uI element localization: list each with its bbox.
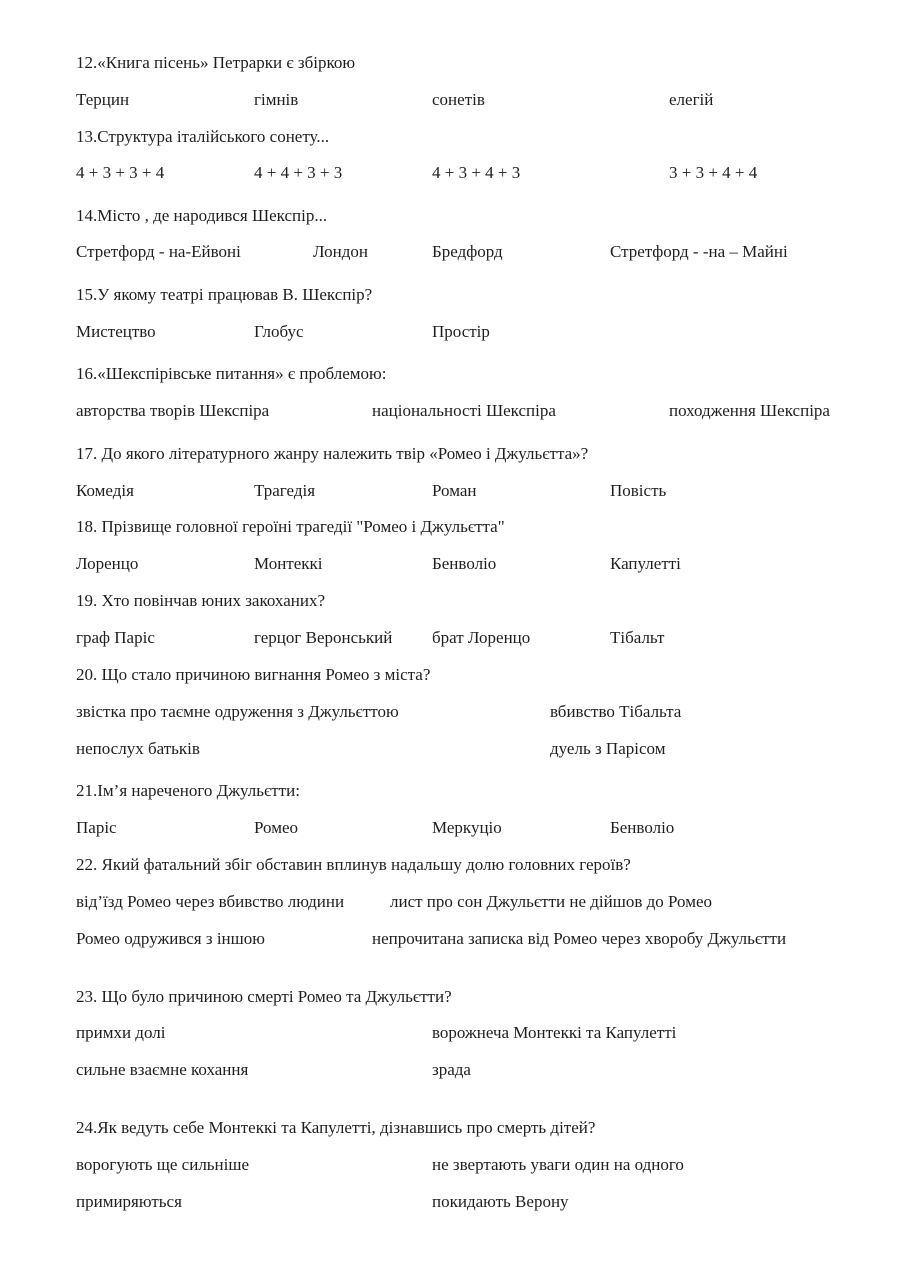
q12-option-1: Терцин (76, 90, 130, 109)
q15-option-2: Глобус (254, 322, 304, 341)
q13-option-4: 3 + 3 + 4 + 4 (669, 163, 758, 182)
q24-option-2: не звертають уваги один на одного (432, 1155, 684, 1174)
q24-option-4: покидають Верону (432, 1192, 569, 1211)
q23-option-3: сильне взаємне кохання (76, 1060, 249, 1079)
q22-option-1: від’їзд Ромео через вбивство людини (76, 892, 345, 911)
q13-option-3: 4 + 3 + 4 + 3 (432, 163, 521, 182)
q16-option-3: походження Шекспіра (669, 401, 830, 420)
q16-option-1: авторства творів Шекспіра (76, 401, 270, 420)
q18-option-3: Бенволіо (432, 554, 497, 573)
question-12-text: 12.«Книга пісень» Петрарки є збіркою (76, 53, 356, 72)
q22-option-4: непрочитана записка від Ромео через хворобу Джульєтти (372, 929, 787, 948)
q18-option-4: Капулетті (610, 554, 681, 573)
q20-option-1: звістка про таємне одруження з Джульєттою (76, 702, 399, 721)
q20-option-4: дуель з Парісом (550, 739, 666, 758)
question-22-text: 22. Який фатальний збіг обставин вплинув надальшу долю головних героїв? (76, 855, 631, 874)
q14-option-2: Лондон (313, 242, 368, 261)
q21-option-4: Бенволіо (610, 818, 675, 837)
q19-option-2: герцог Веронський (254, 628, 393, 647)
q20-option-2: вбивство Тібальта (550, 702, 682, 721)
q24-option-1: ворогують ще сильніше (76, 1155, 250, 1174)
q16-option-2: національності Шекспіра (372, 401, 556, 420)
question-15-text: 15.У якому театрі працював В. Шекспір? (76, 285, 373, 304)
q13-option-1: 4 + 3 + 3 + 4 (76, 163, 165, 182)
q15-option-3: Простір (432, 322, 490, 341)
q12-option-3: сонетів (432, 90, 485, 109)
question-19-text: 19. Хто повінчав юних закоханих? (76, 591, 325, 610)
question-13-text: 13.Структура італійського сонету... (76, 127, 330, 146)
q19-option-3: брат Лоренцо (432, 628, 531, 647)
question-24-text: 24.Як ведуть себе Монтеккі та Капулетті, дізнавшись про смерть дітей? (76, 1118, 596, 1137)
question-14-text: 14.Місто , де народився Шекспір... (76, 206, 328, 225)
q20-option-3: непослух батьків (76, 739, 200, 758)
q24-option-3: примиряються (76, 1192, 182, 1211)
q22-option-3: Ромео одружився з іншою (76, 929, 265, 948)
q21-option-2: Ромео (254, 818, 299, 837)
q19-option-1: граф Паріс (76, 628, 155, 647)
question-17-text: 17. До якого літературного жанру належить твір «Ромео і Джульєтта»? (76, 444, 589, 463)
q17-option-1: Комедія (76, 481, 134, 500)
q18-option-2: Монтеккі (254, 554, 323, 573)
q22-option-2: лист про сон Джульєтти не дійшов до Ромео (390, 892, 713, 911)
q17-option-3: Роман (432, 481, 477, 500)
q17-option-2: Трагедія (254, 481, 316, 500)
q14-option-1: Стретфорд - на-Ейвоні (76, 242, 241, 261)
q12-option-4: елегій (669, 90, 714, 109)
q12-option-2: гімнів (254, 90, 299, 109)
q13-option-2: 4 + 4 + 3 + 3 (254, 163, 343, 182)
q15-option-1: Мистецтво (76, 322, 156, 341)
question-21-text: 21.Ім’я нареченого Джульєтти: (76, 781, 300, 800)
question-16-text: 16.«Шекспірівське питання» є проблемою: (76, 364, 387, 383)
q23-option-4: зрада (432, 1060, 471, 1079)
q18-option-1: Лоренцо (76, 554, 139, 573)
q14-option-4: Стретфорд - -на – Майні (610, 242, 788, 261)
q21-option-1: Паріс (76, 818, 117, 837)
question-18-text: 18. Прізвище головної героїні трагедії "Ромео і Джульєтта" (76, 517, 505, 536)
q19-option-4: Тібальт (610, 628, 665, 647)
q21-option-3: Меркуціо (432, 818, 502, 837)
q17-option-4: Повість (610, 481, 667, 500)
question-20-text: 20. Що стало причиною вигнання Ромео з міста? (76, 665, 431, 684)
question-23-text: 23. Що було причиною смерті Ромео та Джульєтти? (76, 987, 452, 1006)
q23-option-1: примхи долі (76, 1023, 166, 1042)
q14-option-3: Бредфорд (432, 242, 503, 261)
q23-option-2: ворожнеча Монтеккі та Капулетті (432, 1023, 677, 1042)
